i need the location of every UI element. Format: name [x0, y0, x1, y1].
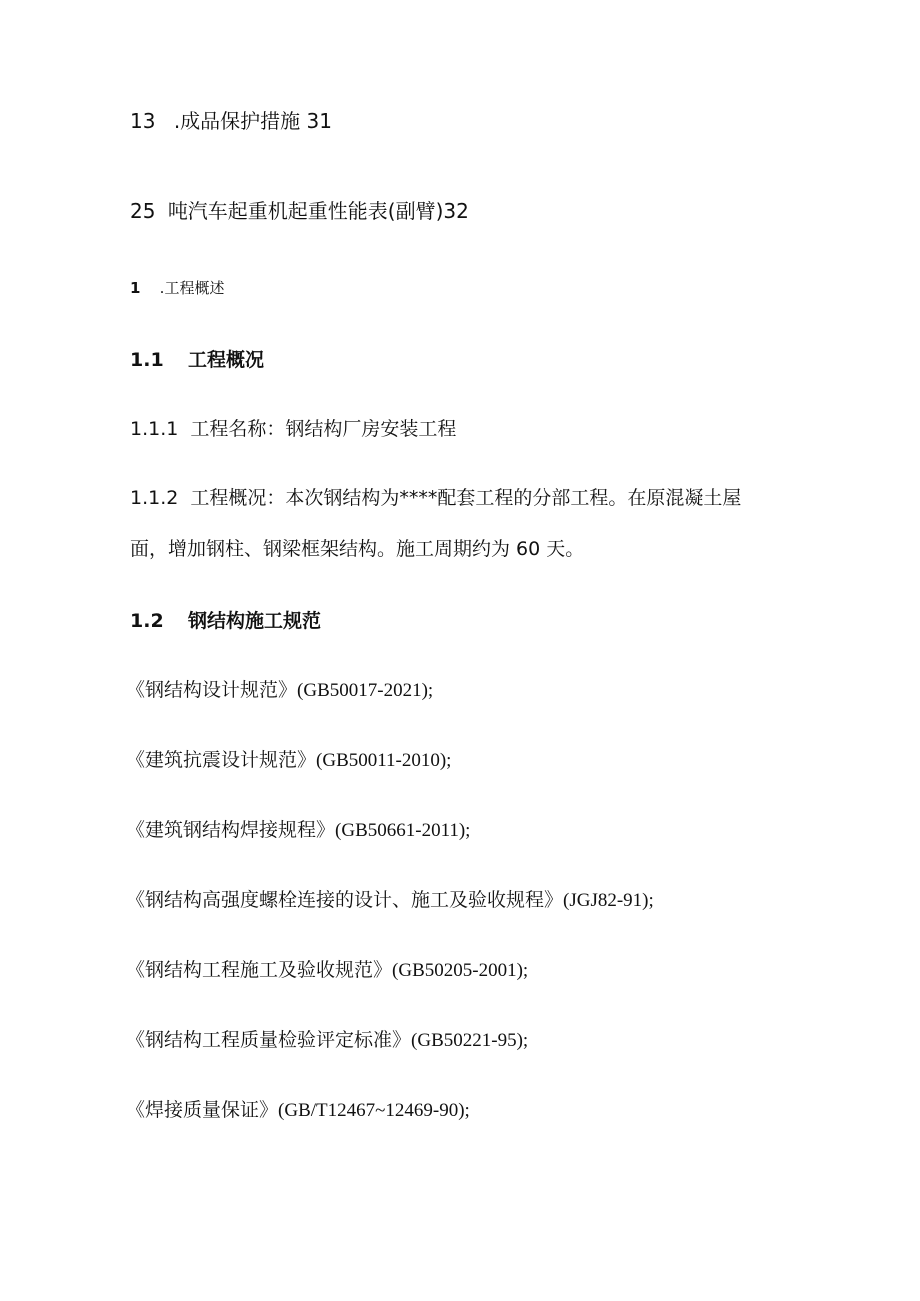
- subsection-number: 1.2: [130, 610, 164, 632]
- paragraph-continuation: [130, 540, 584, 559]
- toc-entry[interactable]: [130, 111, 332, 131]
- standard-title: 《钢结构高强度螺栓连接的设计、施工及验收规程》: [126, 889, 564, 911]
- section-number: 1: [130, 279, 141, 297]
- section-heading: [130, 281, 224, 296]
- standard-code: (GB50011-2010);: [316, 750, 452, 771]
- standard-title: 《建筑抗震设计规范》: [126, 749, 317, 771]
- standard-reference: [126, 1101, 470, 1120]
- standard-title: 《钢结构工程质量检验评定标准》: [126, 1029, 412, 1051]
- item-text: 工程名称：钢结构厂房安装工程: [190, 418, 457, 440]
- standard-title: 《建筑钢结构焊接规程》: [126, 819, 336, 841]
- subsection-title: 工程概况: [188, 349, 265, 371]
- standard-reference: [126, 961, 528, 980]
- standard-code: (GB50017-2021);: [297, 680, 434, 701]
- standard-reference: [126, 751, 451, 770]
- standard-code: (JGJ82-91);: [563, 890, 654, 911]
- standard-code: (GB50205-2001);: [392, 960, 529, 981]
- standard-title: 《钢结构设计规范》: [126, 679, 298, 701]
- item-text: 工程概况：本次钢结构为****配套工程的分部工程。在原混凝土屋: [190, 487, 742, 509]
- subsection-number: 1.1: [130, 349, 164, 371]
- toc-text: 吨汽车起重机起重性能表(副臂)32: [167, 199, 469, 223]
- toc-number: 25: [130, 199, 156, 223]
- subsection-heading: [130, 612, 321, 631]
- standard-reference: [126, 891, 654, 910]
- toc-entry[interactable]: [130, 201, 469, 221]
- standard-code: (GB50661-2011);: [335, 820, 471, 841]
- toc-text: .成品保护措施 31: [173, 109, 332, 133]
- item-number: 1.1.1: [130, 418, 179, 440]
- section-title: .工程概述: [159, 279, 225, 297]
- paragraph: [130, 420, 456, 439]
- subsection-heading: [130, 351, 264, 370]
- toc-number: 13: [130, 109, 156, 133]
- standard-reference: [126, 681, 433, 700]
- item-text: 面，增加钢柱、钢梁框架结构。施工周期约为 60 天。: [130, 538, 585, 560]
- paragraph: [130, 489, 741, 508]
- standard-reference: [126, 1031, 528, 1050]
- standard-title: 《钢结构工程施工及验收规范》: [126, 959, 393, 981]
- standard-reference: [126, 821, 470, 840]
- standard-title: 《焊接质量保证》: [126, 1099, 279, 1121]
- subsection-title: 钢结构施工规范: [188, 610, 322, 632]
- standard-code: (GB50221-95);: [411, 1030, 529, 1051]
- item-number: 1.1.2: [130, 487, 179, 509]
- standard-code: (GB/T12467~12469-90);: [278, 1100, 470, 1121]
